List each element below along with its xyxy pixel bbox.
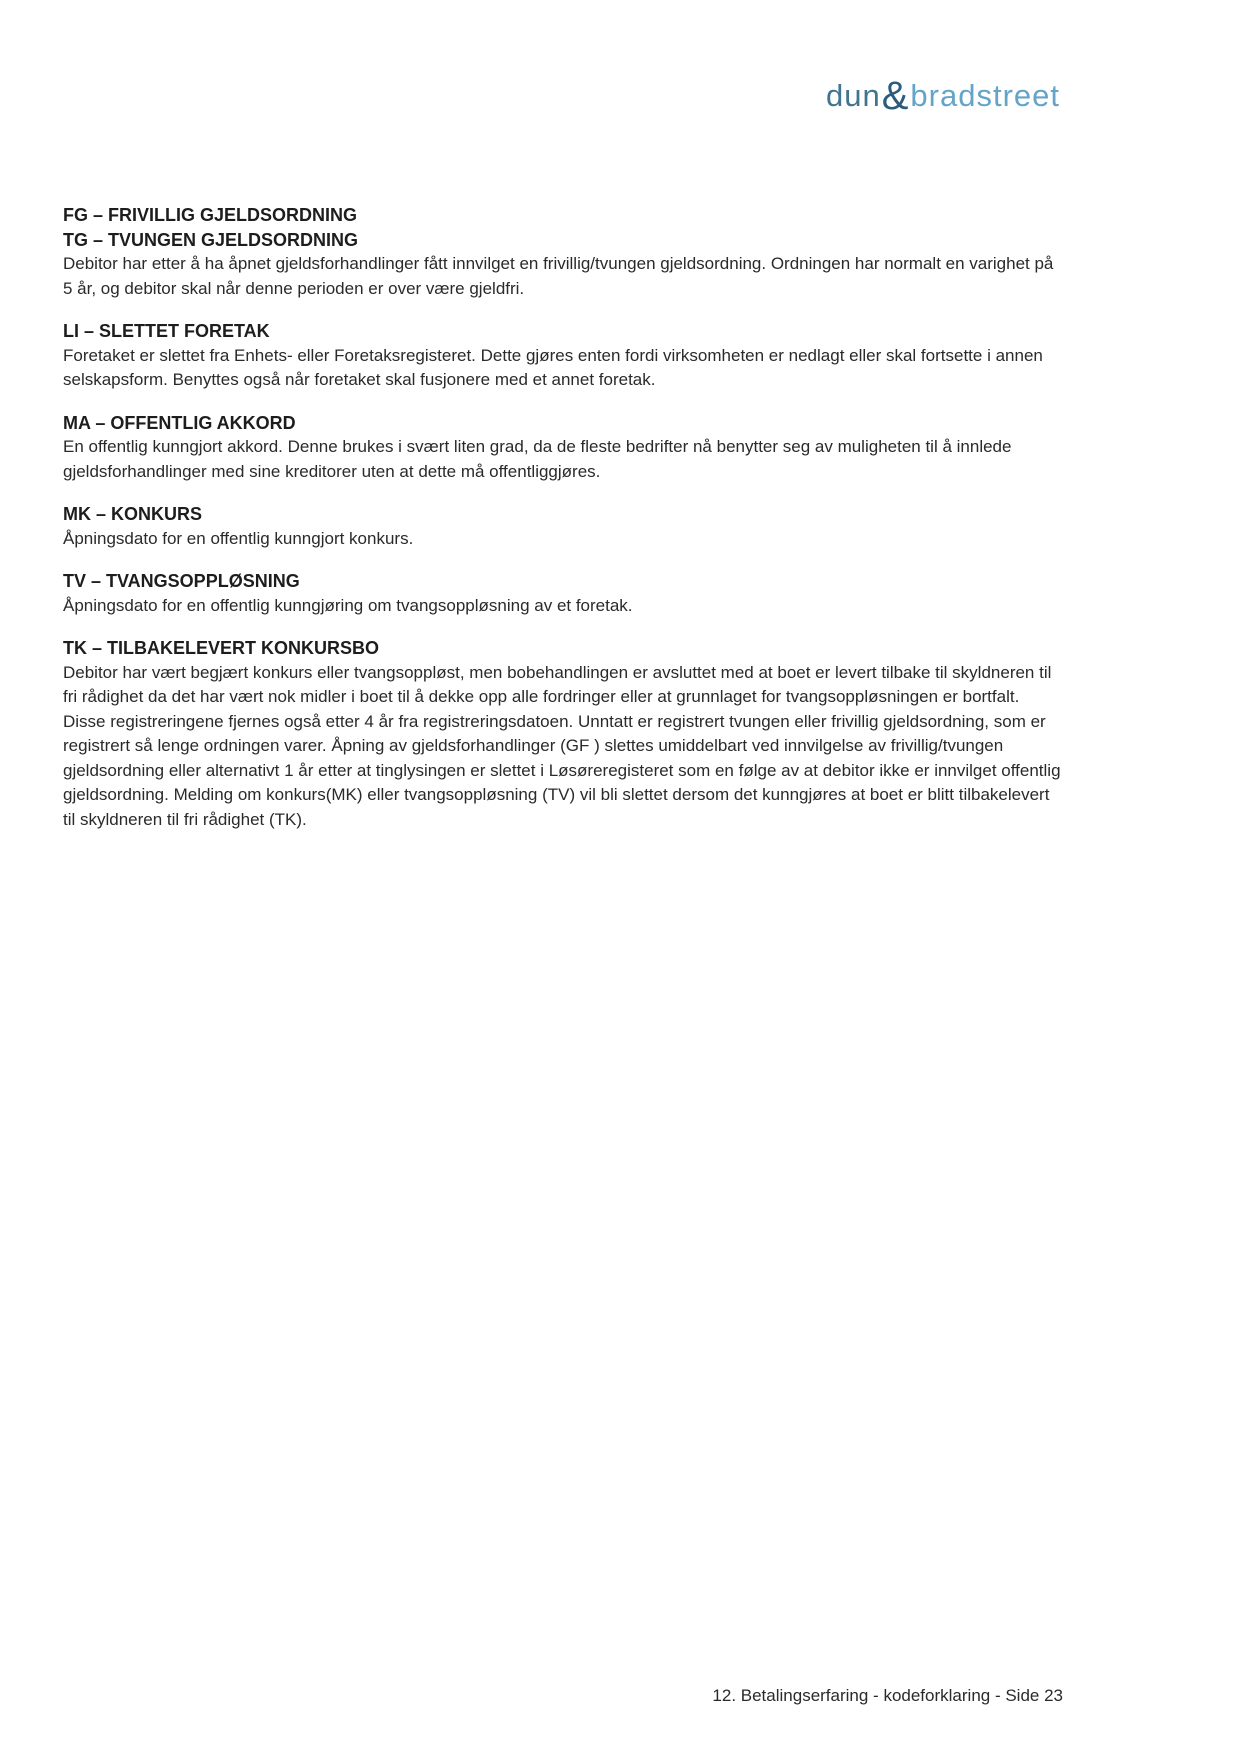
section-paragraph-li: Foretaket er slettet fra Enhets- eller Foretaksregisteret. Dette gjøres enten fordi virksomheten er nedlagt eller skal fortsette i annen selskapsform. Benyttes også når foretaket skal fusjonere med et annet foretak. <box>63 345 1043 389</box>
document-body <box>63 203 1065 850</box>
section-paragraph-mk: Åpningsdato for en offentlig kunngjort konkurs. <box>63 528 414 548</box>
section-paragraph-tk: Debitor har vært begjært konkurs eller tvangsoppløst, men bobehandlingen er avsluttet med at boet er levert tilbake til skyldneren til fri rådighet da det har vært nok midler i boet til å dekke opp alle fordringer eller at grunnlaget for tvangsoppløsningen er bortfalt. Disse registreringene fjernes også etter 4 år fra registreringsdatoen. Unntatt er registrert tvungen eller frivillig gjeldsordning, som er registrert så lenge ordningen varer. Åpning av gjeldsforhandlinger (GF ) slettes umiddelbart ved innvilgelse av frivillig/tvungen gjeldsordning eller alternativt 1 år etter at tinglysingen er slettet i Løsøreregisteret som en følge av at debitor ikke er innvilget offentlig gjeldsordning. Melding om konkurs(MK) eller tvangsoppløsning (TV) vil bli slettet dersom det kunngjøres at boet er blitt tilbakelevert til skyldneren til fri rådighet (TK). <box>63 662 1061 829</box>
section-tv <box>63 569 1065 618</box>
logo-bradstreet-text: bradstreet <box>910 78 1060 113</box>
logo-ampersand-icon: & <box>881 74 910 118</box>
section-paragraph-tv: Åpningsdato for en offentlig kunngjøring om tvangsoppløsning av et foretak. <box>63 595 633 615</box>
section-tk <box>63 636 1065 832</box>
dun-bradstreet-logo <box>826 72 1060 117</box>
section-li <box>63 319 1065 393</box>
section-fg-tg <box>63 203 1065 301</box>
section-heading-tv: TV – TVANGSOPPLØSNING <box>63 571 300 591</box>
section-heading-li: LI – SLETTET FORETAK <box>63 321 270 341</box>
section-heading-fg: FG – FRIVILLIG GJELDSORDNING <box>63 205 358 225</box>
section-ma <box>63 411 1065 485</box>
section-paragraph-ma: En offentlig kunngjort akkord. Denne brukes i svært liten grad, da de fleste bedrifter nå benytter seg av muligheten til å innlede gjeldsforhandlinger med sine kreditorer uten at dette må offentliggjøres. <box>63 437 1012 481</box>
section-paragraph-fg-tg: Debitor har etter å ha åpnet gjeldsforhandlinger fått innvilget en frivillig/tvungen gjeldsordning. Ordningen har normalt en varighet på 5 år, og debitor skal når denne perioden er over være gjeldfri. <box>63 254 1054 298</box>
footer-text: 12. Betalingserfaring - kodeforklaring - Side 23 <box>712 1686 1063 1705</box>
section-heading-tg: TG – TVUNGEN GJELDSORDNING <box>63 229 359 250</box>
section-heading-tk: TK – TILBAKELEVERT KONKURSBO <box>63 638 380 658</box>
page-footer <box>712 1686 1063 1706</box>
section-heading-ma: MA – OFFENTLIG AKKORD <box>63 412 296 433</box>
section-heading-mk: MK – KONKURS <box>63 504 203 524</box>
section-mk <box>63 502 1065 551</box>
logo-dun-text: dun <box>826 78 881 113</box>
